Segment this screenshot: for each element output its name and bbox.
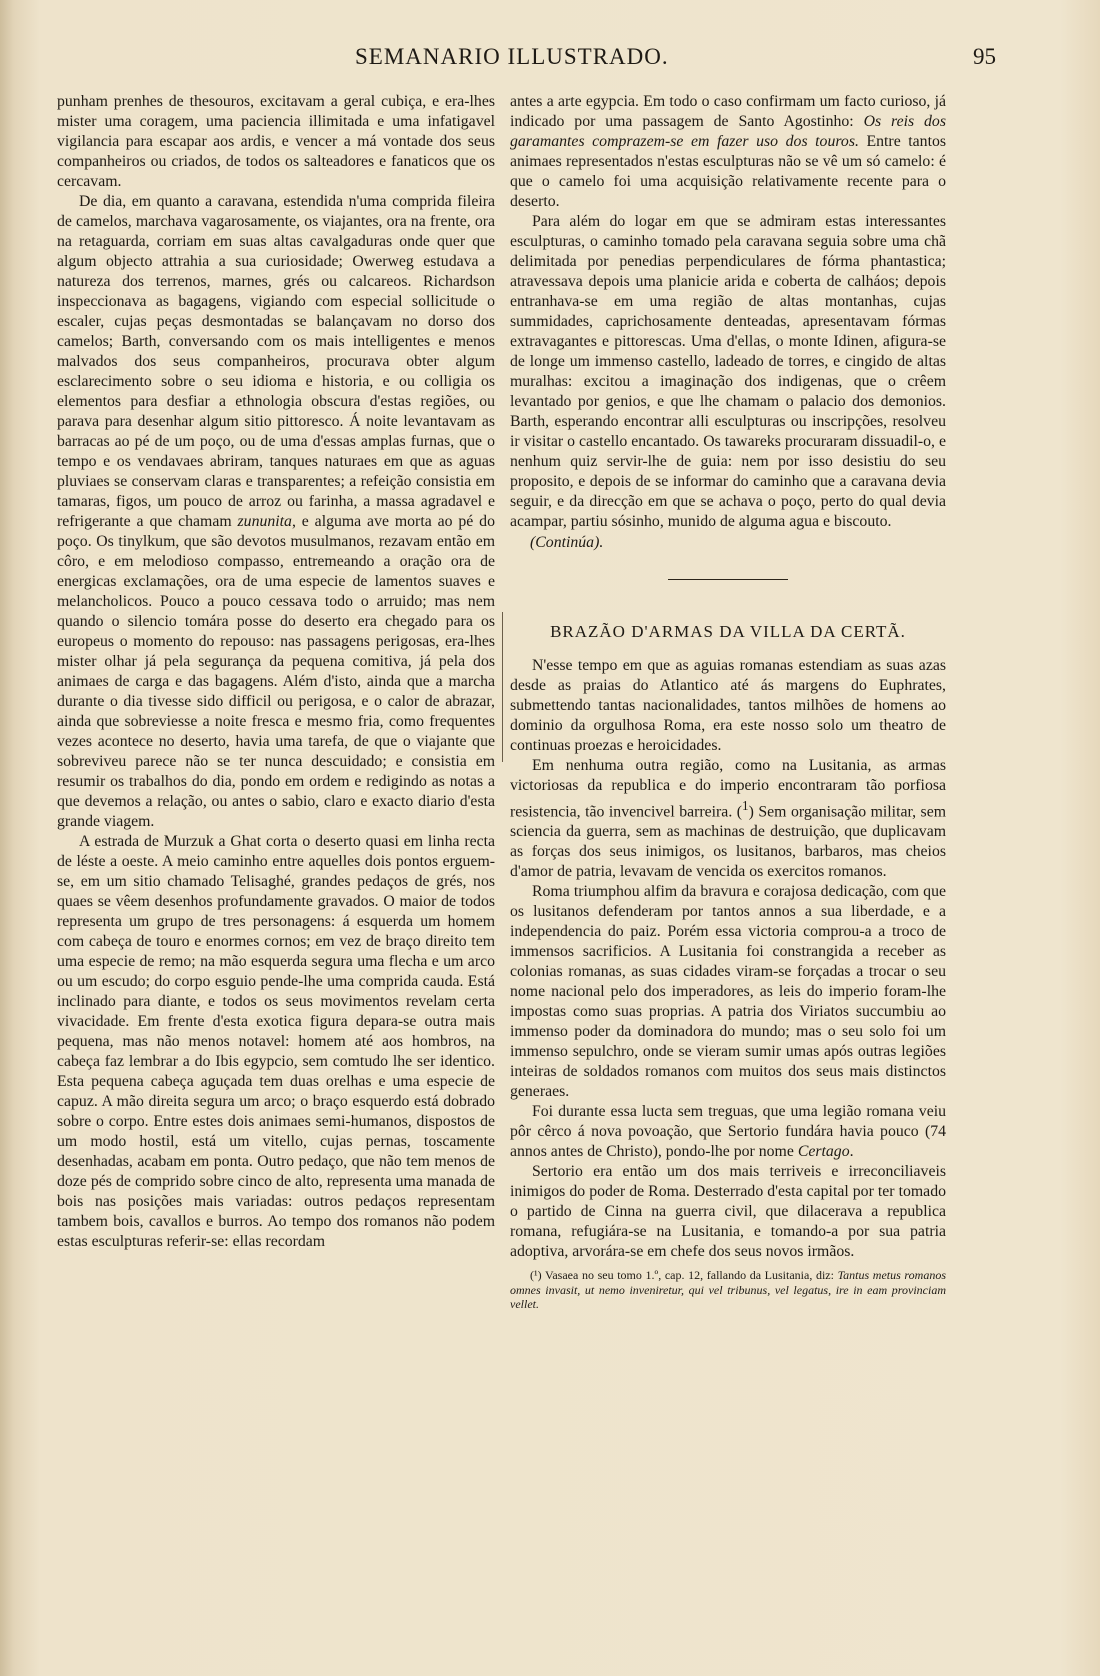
paragraph: Roma triumphou alfim da bravura e corajosa dedicação, com que os lusitanos defenderam por tantos annos a sua liberdade, e a independencia do paiz. Porém essa victoria comprou-a a troco de immensos sacrificios. A Lusitania foi constrangida a receber as colonias romanas, as suas cidades viram-se forçadas a trocar o seu nome nacional pelo dos imperadores, as leis do imperio foram-lhe impostas como suas proprias. A patria dos Viriatos succumbiu ao immenso poder da dominadora do mundo; mas o seu solo foi um immenso sepulchro, onde se vieram sumir umas após outras legiões inteiras de soldados romanos com muitos dos seus mais distinctos generaes. [510, 883, 946, 1101]
left-column [57, 92, 495, 1252]
section-title: BRAZÃO D'ARMAS DA VILLA DA CERTÃ. [550, 622, 906, 641]
journal-title: SEMANARIO ILLUSTRADO. [355, 44, 669, 69]
paragraph: punham prenhes de thesouros, excitavam a geral cubiça, e era-lhes mister uma coragem, uma paciencia illimitada e uma infatigavel vigilancia para escapar aos ardis, e vencer a má vontade dos seus companheiros ou criados, de todos os salteadores e fanaticos que os cercavam. [57, 93, 495, 190]
continued-text: (Continúa). [530, 534, 604, 551]
italic-name: Certago [797, 1143, 850, 1161]
paragraph [510, 92, 946, 212]
running-head [0, 44, 1100, 78]
italic-term: zununita [237, 513, 292, 530]
paragraph [510, 1102, 946, 1162]
footnote-marker: 1 [742, 798, 749, 813]
footnote-latin: Tantus metus romanos omnes invasit, ut nemo inveniretur, qui vel tribunus, vel legatus, ire in eam provinciam vellet. [510, 1268, 946, 1312]
paragraph [510, 756, 946, 882]
paragraph: Para além do logar em que se admiram estas interessantes esculpturas, o caminho tomado pela caravana seguia sobre uma chã delimitada por penedias perpendiculares de fórma phantastica; atravessava depois uma planicie arida e coberta de calháos; depois entranhava-se em uma região de altas montanhas, cujas summidades, caprichosamente denteadas, apresentavam fórmas extravagantes e pittorescas. Uma d'ellas, o monte Idinen, afigura-se de longe um immenso castello, ladeado de torres, e cingido de altas muralhas: excitou a imaginação dos indigenas, que o crêem levantado por genios, e que lhe chamam o palacio dos demonios. Barth, esperando encontrar alli esculpturas ou inscripções, resolveu ir visitar o castello encantado. Os tawareks procuraram dissuadil-o, e nenhum quiz servir-lhe de guia: nem por isso desistiu do seu proposito, e depois de se informar do caminho que a caravana devia seguir, e da direcção em que se achava o poço, perto do qual devia acampar, partiu sósinho, munido de alguma agua e biscouto. [510, 213, 946, 530]
paragraph-text: De dia, em quanto a caravana, estendida n'uma comprida fileira de camelos, marchava vagarosamente, os viajantes, ora na frente, ora na retaguarda, corriam em suas altas cavalgaduras onde quer que algum objecto attrahia a sua curiosidade; Owerweg estudava a natureza dos terrenos, marnes, grés ou calcareos. Richardson inspeccionava as bagagens, vigiando com especial sollicitude o escaler, cujas peças desmontadas se balançavam no dorso dos camelos; Barth, conversando com os mais intelligentes e menos malvados dos seus companheiros, procurava obter algum esclarecimento sobre o seu idioma e historia, e ou colligia os elementos para desfiar a ethnologia obscura d'estas regiões, ou parava para desenhar algum sitio pittoresco. Á noite levantavam as barracas ao pé de um poço, ou de uma d'essas amplas furnas, que o tempo e os vendavaes abriram, tanques naturaes em que as aguas pluviaes se conservam claras e transparentes; a refeição consistia em tamaras, figos, um pouco de arroz ou farinha, a massa agradavel e refrigerante a que chamam [57, 193, 495, 530]
italic-quote: Os reis dos garamantes comprazem-se em fazer uso dos touros. [510, 113, 946, 150]
right-column [510, 92, 946, 1312]
paragraph-text: antes a arte egypcia. Em todo o caso confirmam um facto curioso, já indicado por uma passagem de Santo Agostinho: [510, 93, 946, 130]
paragraph-text: Em nenhuma outra região, como na Lusitania, as armas victoriosas da republica e do imperio encontraram tão porfiosa resistencia, tão invencivel barreira. ( [510, 757, 946, 821]
paragraph-text: Entre tantos animaes representados n'estas esculpturas não se vê um só camelo: é que o camelo foi uma acquisição relativamente recente para o deserto. [510, 133, 947, 210]
paragraph: Sertorio era então um dos mais terriveis e irreconciliaveis inimigos do poder de Roma. Desterrado d'esta capital por ter tomado o partido de Cinna na guerra civil, que dilacerava a republica romana, refugiára-se na Lusitania, e tomando-a por sua patria adoptiva, arvorára-se em chefe dos seus novos irmãos. [510, 1163, 946, 1261]
page-number: 95 [973, 44, 996, 69]
paragraph-text: , e alguma ave morta ao pé do poço. Os tinylkum, que são devotos musulmanos, rezavam então em côro, e em melodioso compasso, entremeando a oração ora de energicas exclamações, ora de uma especie de lamentos suaves e melancholicos. Pouco a pouco cessava todo o arruido; mas nem quando o silencio tomára posse do deserto era chegado para os europeus o momento do repouso: nas passagens perigosas, era-lhes mister olhar já pela segurança da pequena comitiva, já pela dos animaes de carga e das bagagens. Além d'isto, ainda que a marcha durante o dia tivesse sido difficil ou perigosa, e o calor de abrazar, ainda que sobreviesse a noite fresca e mesmo fria, como frequentes vezes acontece no deserto, havia uma tarefa, de que o viajante que sobreviveu parece não se ter nunca descuidado; e consistia em resumir os trabalhos do dia, pondo em ordem e redigindo as notas a que devemos a relação, ou antes o sabio, claro e exacto diario d'esta grande viagem. [57, 513, 495, 830]
paragraph: A estrada de Murzuk a Ghat corta o deserto quasi em linha recta de léste a oeste. A meio caminho entre aquelles dois pontos erguem-se, em um sitio chamado Telisaghé, grandes pedaços de grés, nos quaes se vêem desenhos profundamente gravados. O maior de todos representa um grupo de tres personagens: á esquerda um homem com cabeça de touro e enormes cornos; em vez de braço direito tem uma especie de remo; na mão esquerda segura uma flecha e um arco ou um escudo; do corpo esguio pende-lhe uma comprida cauda. Está inclinado para diante, e todos os seus movimentos revelam certa vivacidade. Em frente d'esta exotica figura depara-se outra mais pequena, mas não menos notavel: homem até aos hombros, na cabeça faz lembrar a do Ibis egypcio, sem comtudo lhe ser identico. Esta pequena cabeça aguçada tem duas orelhas e uma especie de capuz. A mão direita segura um arco; o braço esquerdo está dobrado sobre o corpo. Entre estes dois animaes semi-humanos, dispostos de um modo hostil, está um vitello, cujas pernas, toscamente desenhadas, acabam em ponta. Outro pedaço, que não tem menos de doze pés de comprido sobre cinco de alto, representa uma manada de bois nas posições mais variadas: outros pedaços representam tambem bois, cavallos e burros. Ao tempo dos romanos não podem estas esculpturas referir-se: ellas recordam [57, 833, 495, 1250]
column-rule [502, 612, 503, 762]
paragraph-text: . [849, 1143, 854, 1161]
footnote [510, 1268, 946, 1312]
footnote-text: (¹) Vasaea no seu tomo 1.º, cap. 12, fallando da Lusitania, diz: [530, 1268, 838, 1283]
section-divider [668, 579, 788, 580]
paragraph: N'esse tempo em que as aguias romanas estendiam as suas azas desde as praias do Atlantico até ás margens do Euphrates, submettendo tantas nacionalidades, tantos milhões de homens ao dominio da orgulhosa Roma, era este nosso solo um theatro de continuas proezas e heroicidades. [510, 657, 946, 754]
paragraph-text: Foi durante essa lucta sem treguas, que uma legião romana veiu pôr cêrco á nova povoação, que Sertorio fundára havia pouco (74 annos antes de Christo), pondo-lhe por nome [510, 1103, 946, 1161]
continued-note [510, 533, 946, 553]
paragraph [57, 192, 495, 832]
paragraph-text: ) Sem organisação militar, sem sciencia da guerra, sem as machinas de destruição, que duplicavam as forças dos seus inimigos, os lusitanos, barbaros, mas cheios d'amor de patria, levavam de vencida os exercitos romanos. [510, 803, 946, 881]
